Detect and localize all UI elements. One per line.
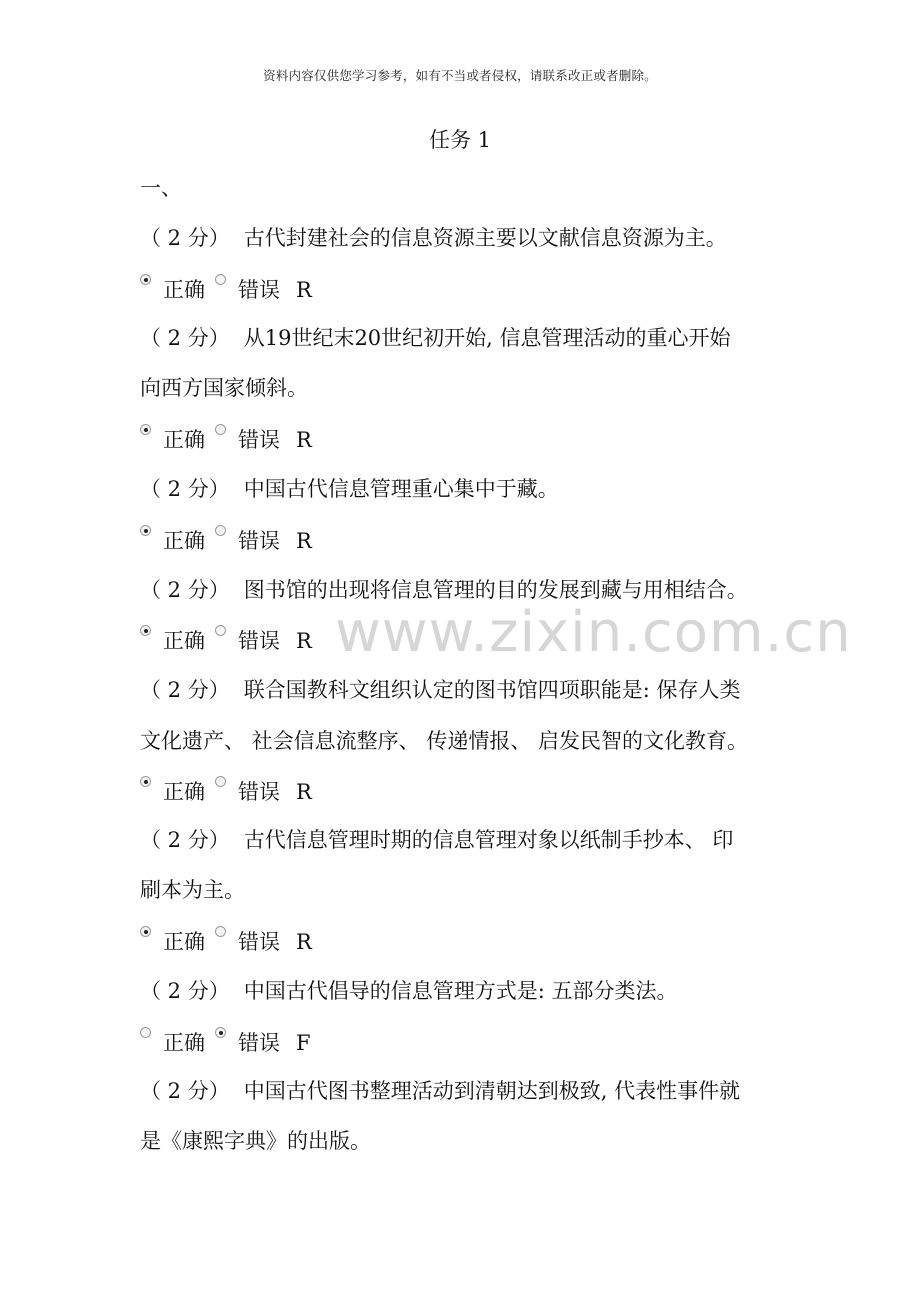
radio-correct[interactable] [140, 1027, 151, 1038]
section-heading: 一、 [140, 176, 182, 200]
option-correct-label: 正确 [163, 930, 205, 954]
question-score: （ 2 分） [140, 326, 230, 350]
option-wrong-label: 错误 [238, 529, 280, 553]
radio-wrong[interactable] [215, 625, 226, 636]
question-text: 中国古代倡导的信息管理方式是: 五部分类法。 [243, 979, 678, 1003]
radio-wrong[interactable] [215, 424, 226, 435]
question-2 [140, 328, 731, 349]
question-score: （ 2 分） [140, 678, 230, 702]
question-3 [140, 479, 559, 500]
answer-key: R [296, 629, 312, 653]
question-6-options [140, 932, 312, 953]
answer-key: R [296, 278, 312, 302]
answer-key: R [296, 930, 312, 954]
radio-correct[interactable] [140, 525, 151, 536]
option-correct-label: 正确 [163, 629, 205, 653]
option-wrong-label: 错误 [238, 629, 280, 653]
option-correct-label: 正确 [163, 1031, 205, 1055]
question-score: （ 2 分） [140, 477, 230, 501]
question-1-options [140, 280, 312, 301]
question-text: 从19世纪末20世纪初开始, 信息管理活动的重心开始 [243, 326, 731, 350]
answer-key: R [296, 780, 312, 804]
radio-correct[interactable] [140, 625, 151, 636]
question-2-options [140, 430, 312, 451]
page-disclaimer: 资料内容仅供您学习参考，如有不当或者侵权，请联系改正或者删除。 [263, 68, 657, 83]
question-text: 中国古代图书整理活动到清朝达到极致, 代表性事件就 [243, 1079, 741, 1103]
answer-key: R [296, 428, 312, 452]
question-text: 古代信息管理时期的信息管理对象以纸制手抄本、 印 [243, 828, 734, 852]
radio-wrong[interactable] [215, 1027, 226, 1038]
question-4-options [140, 631, 312, 652]
radio-wrong[interactable] [215, 926, 226, 937]
radio-wrong[interactable] [215, 525, 226, 536]
answer-key: R [296, 529, 312, 553]
answer-key: F [296, 1031, 311, 1055]
option-correct-label: 正确 [163, 780, 205, 804]
question-text: 中国古代信息管理重心集中于藏。 [243, 477, 559, 501]
question-6 [140, 830, 733, 851]
question-text: 图书馆的出现将信息管理的目的发展到藏与用相结合。 [243, 578, 748, 602]
question-3-options [140, 531, 312, 552]
option-wrong-label: 错误 [238, 278, 280, 302]
radio-correct[interactable] [140, 776, 151, 787]
watermark: www.zixin.com.cn [335, 600, 852, 665]
question-2-continuation: 向西方国家倾斜。 [140, 376, 308, 400]
question-5-options [140, 782, 312, 803]
question-text: 古代封建社会的信息资源主要以文献信息资源为主。 [243, 226, 727, 250]
question-text: 联合国教科文组织认定的图书馆四项职能是: 保存人类 [243, 678, 741, 702]
page-title: 任务 1 [428, 128, 492, 152]
question-score: （ 2 分） [140, 828, 230, 852]
option-correct-label: 正确 [163, 428, 205, 452]
question-8-continuation: 是《康熙字典》的出版。 [140, 1129, 371, 1153]
option-wrong-label: 错误 [238, 1031, 280, 1055]
option-correct-label: 正确 [163, 529, 205, 553]
question-7 [140, 981, 677, 1002]
question-7-options [140, 1033, 311, 1054]
question-score: （ 2 分） [140, 578, 230, 602]
option-correct-label: 正确 [163, 278, 205, 302]
question-5-continuation: 文化遗产、 社会信息流整序、 传递情报、 启发民智的文化教育。 [140, 729, 749, 753]
radio-correct[interactable] [140, 274, 151, 285]
question-6-continuation: 刷本为主。 [140, 878, 245, 902]
option-wrong-label: 错误 [238, 930, 280, 954]
question-1 [140, 228, 727, 249]
question-8 [140, 1081, 740, 1102]
radio-correct[interactable] [140, 424, 151, 435]
option-wrong-label: 错误 [238, 428, 280, 452]
radio-wrong[interactable] [215, 274, 226, 285]
question-score: （ 2 分） [140, 226, 230, 250]
question-5 [140, 680, 740, 701]
radio-correct[interactable] [140, 926, 151, 937]
question-score: （ 2 分） [140, 979, 230, 1003]
radio-wrong[interactable] [215, 776, 226, 787]
question-4 [140, 580, 748, 601]
option-wrong-label: 错误 [238, 780, 280, 804]
question-score: （ 2 分） [140, 1079, 230, 1103]
